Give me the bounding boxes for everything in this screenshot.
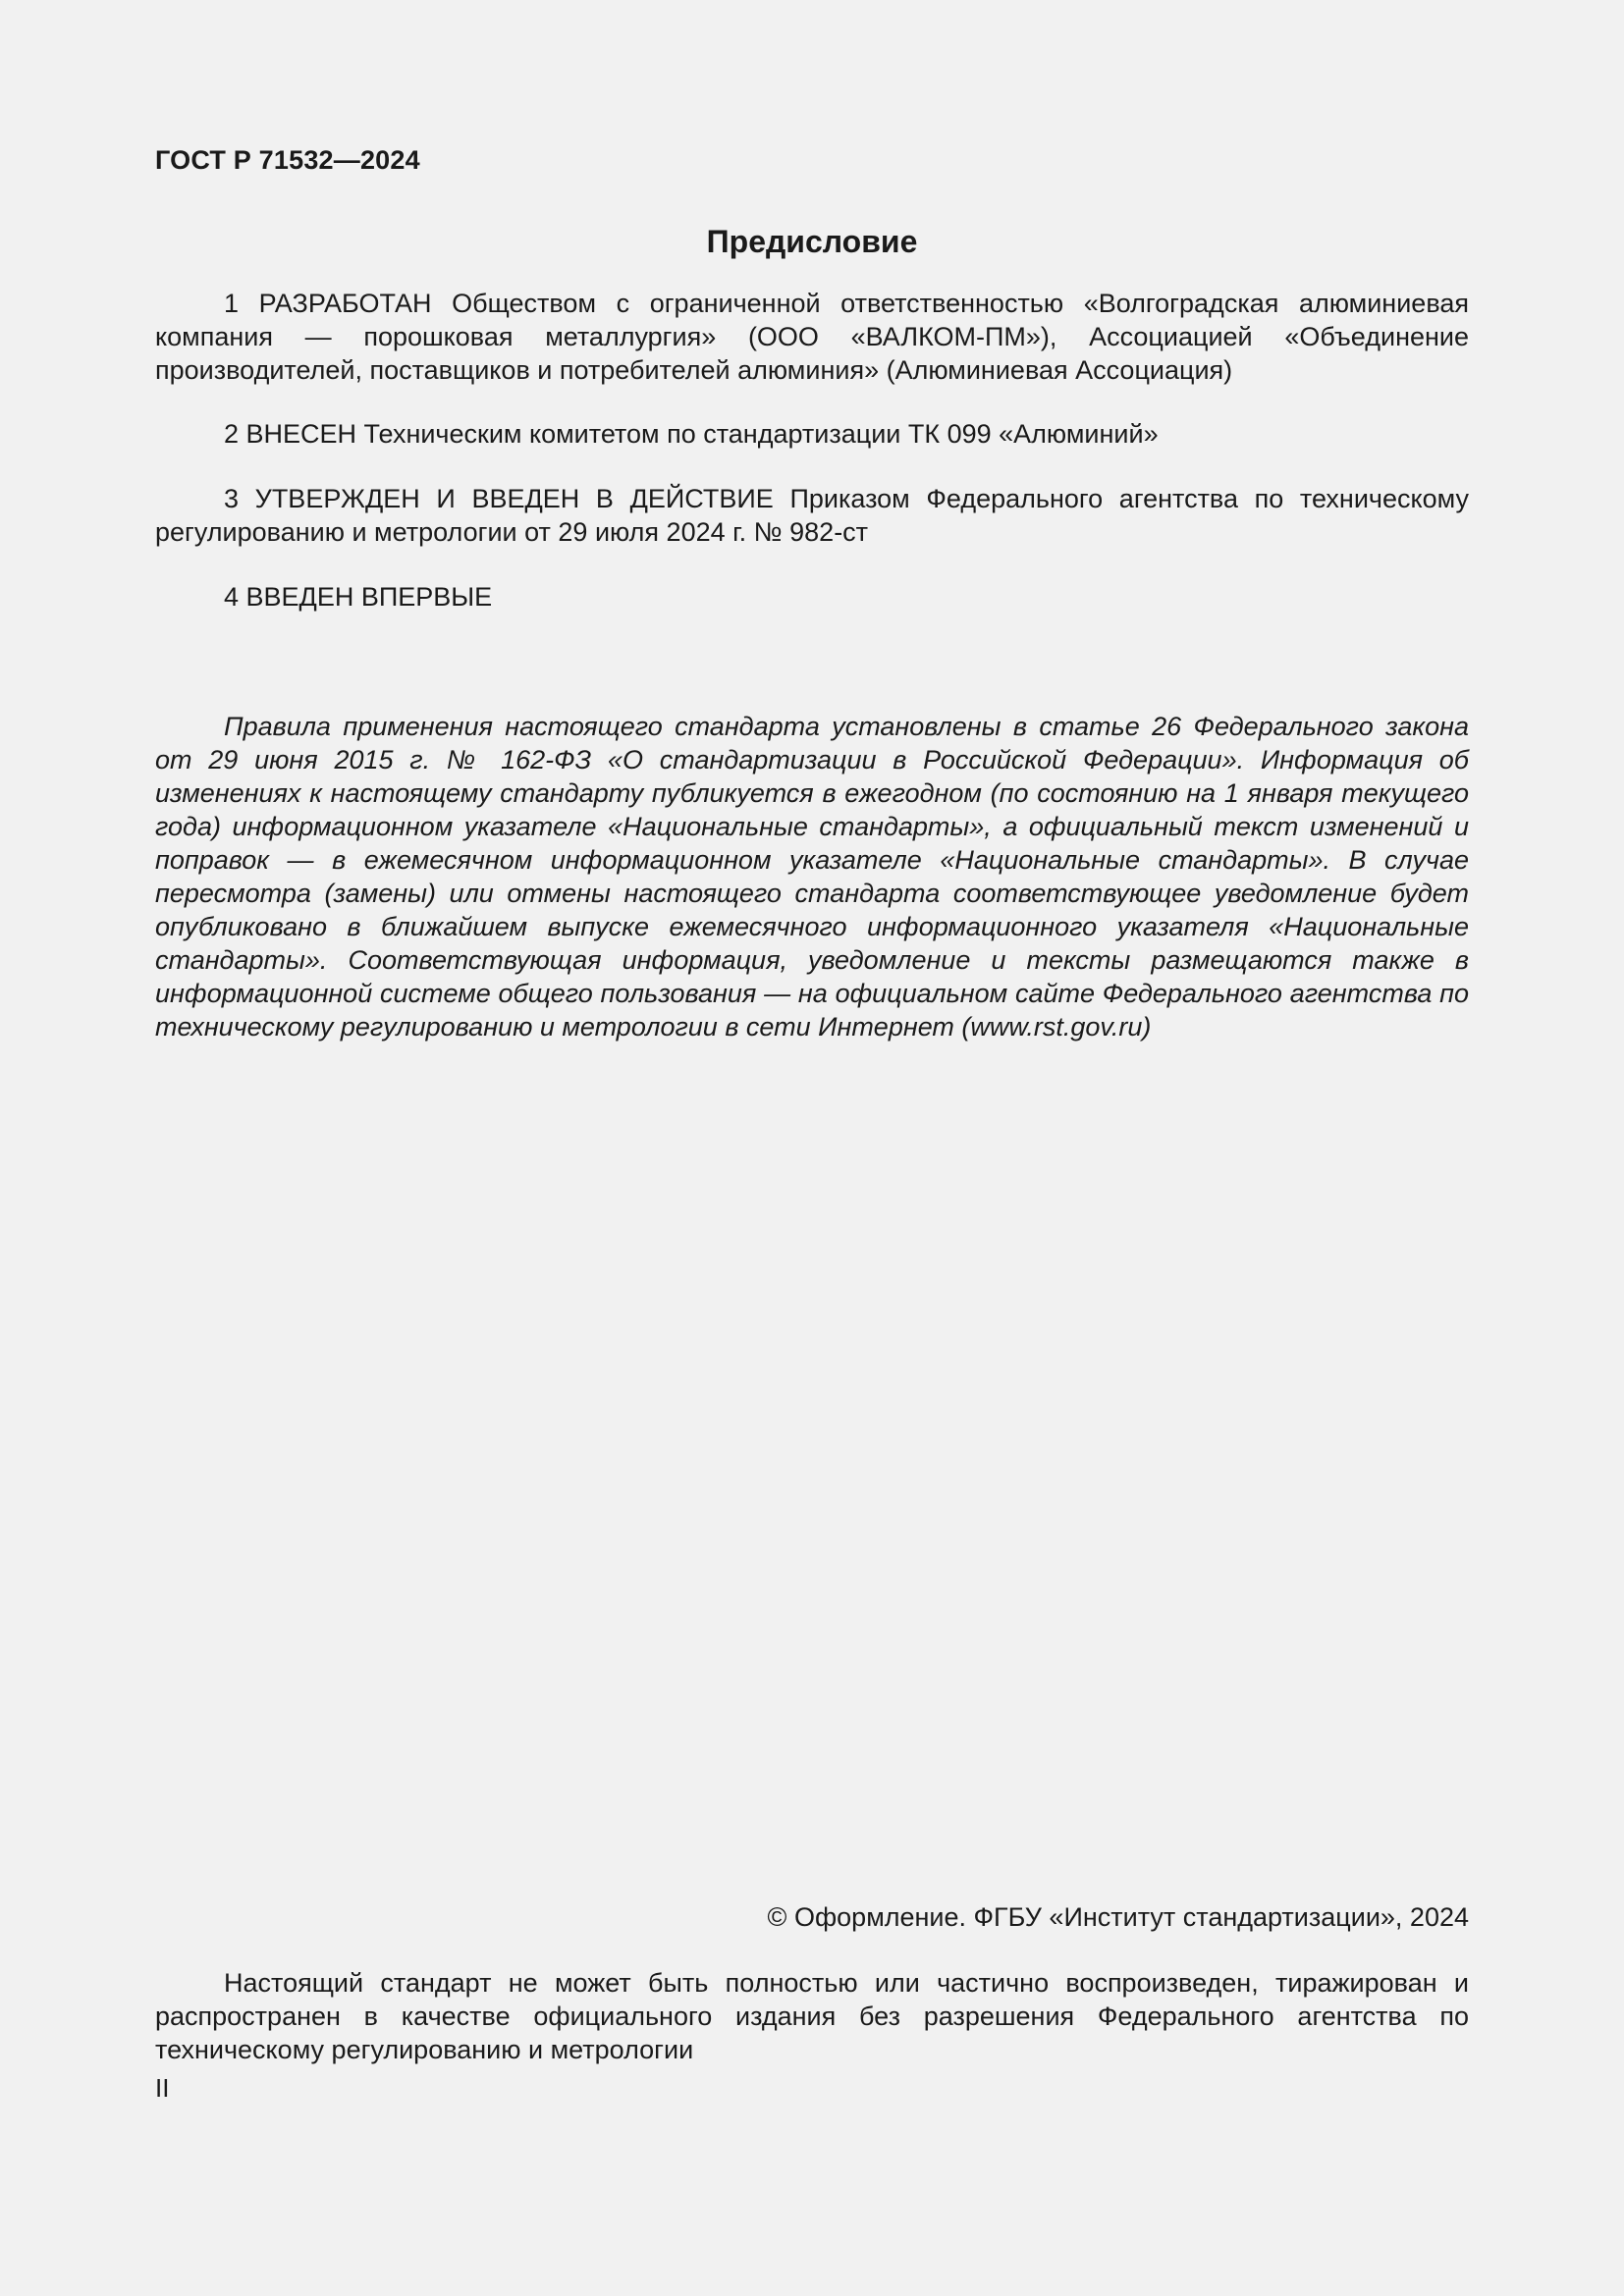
page-number: II xyxy=(155,2073,170,2103)
copyright-line: © Оформление. ФГБУ «Институт стандартизации», 2024 xyxy=(767,1902,1469,1932)
document-code: ГОСТ Р 71532—2024 xyxy=(155,145,420,175)
preface-item-4: 4 ВВЕДЕН ВПЕРВЫЕ xyxy=(224,582,493,612)
preface-item-1: 1 РАЗРАБОТАН Обществом с ограниченной ответственностью «Волгоградская алюминиевая компания — порошковая металлургия» (ООО «ВАЛКОМ-ПМ»), Ассоциацией «Объединение производителей, поставщиков и потребителей алюминия» (Алюминиевая Ассоциация) xyxy=(155,289,1469,385)
preface-title: Предисловие xyxy=(706,224,918,259)
preface-item-3: 3 УТВЕРЖДЕН И ВВЕДЕН В ДЕЙСТВИЕ Приказом Федерального агентства по техническому регулированию и метрологии от 29 июля 2024 г. № 982-ст xyxy=(155,484,1469,547)
reproduction-notice: Настоящий стандарт не может быть полностью или частично воспроизведен, тиражирован и распространен в качестве официального издания без разрешения Федерального агентства по техническому регулированию и метрологии xyxy=(155,1968,1469,2064)
preface-item-2: 2 ВНЕСЕН Техническим комитетом по стандартизации ТК 099 «Алюминий» xyxy=(224,419,1159,449)
application-rules-note: Правила применения настоящего стандарта установлены в статье 26 Федерального закона от 29 июня 2015 г. № 162-ФЗ «О стандартизации в Российской Федерации». Информация об изменениях к настоящему стандарту публикуется в ежегодном (по состоянию на 1 января текущего года) информационном указателе «Национальные стандарты», а официальный текст изменений и поправок — в ежемесячном информационном указателе «Национальные стандарты». В случае пересмотра (замены) или отмены настоящего стандарта соответствующее уведомление будет опубликовано в ближайшем выпуске ежемесячного информационного указателя «Национальные стандарты». Соответствующая информация, уведомление и тексты размещаются также в информационной системе общего пользования — на официальном сайте Федерального агентства по техническому регулированию и метрологии в сети Интернет (www.rst.gov.ru) xyxy=(155,712,1469,1041)
